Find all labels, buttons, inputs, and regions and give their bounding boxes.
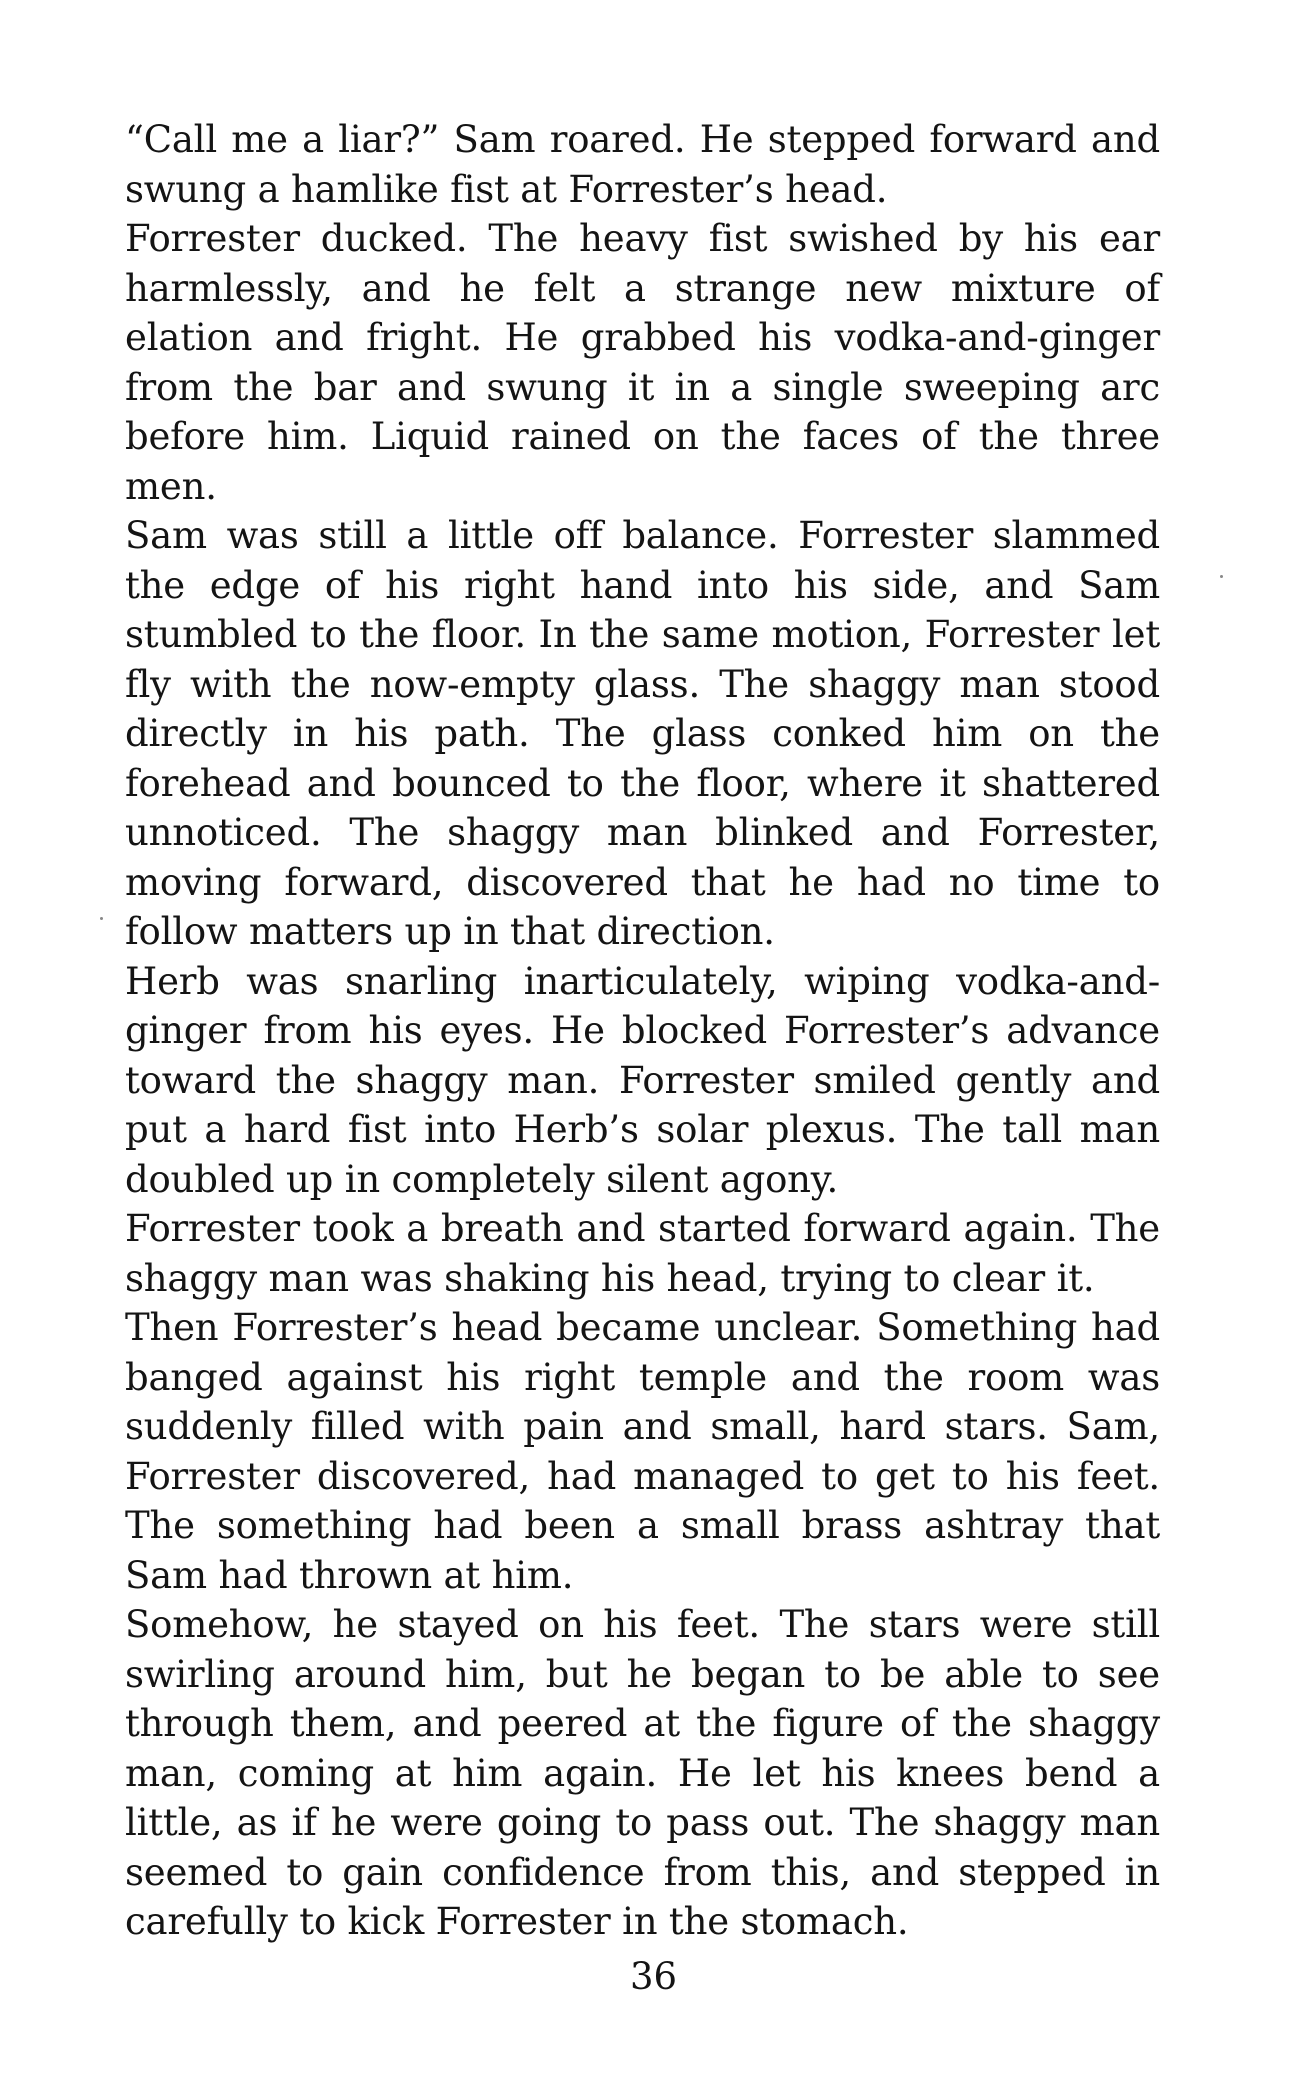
- scan-speck: [100, 917, 103, 920]
- paragraph-5: Forrester took a breath and started forward again. The shaggy man was shaking his head, trying to clear it.: [125, 1207, 1160, 1300]
- scan-speck: [1220, 575, 1223, 578]
- paragraph-6: Then Forrester’s head became unclear. Something had banged against his right temple and the room was suddenly filled with pain and small, hard stars. Sam, Forrester discovered, had managed to get to his feet. The something had been a small brass ashtray that Sam had thrown at him.: [125, 1306, 1160, 1597]
- paragraph-4: Herb was snarling inarticulately, wiping vodka-and-ginger from his eyes. He blocked Forrester’s advance toward the shaggy man. Forrester smiled gently and put a hard fist into Herb’s solar plexus. The tall man doubled up in completely silent agony.: [125, 959, 1160, 1201]
- paragraph-1: “Call me a liar?” Sam roared. He stepped forward and swung a hamlike fist at Forrester’s head.: [125, 118, 1160, 211]
- paragraph-7: Somehow, he stayed on his feet. The stars were still swirling around him, but he began to be able to see through them, and peered at the figure of the shaggy man, coming at him again. He let his knees bend a little, as if he were going to pass out. The shaggy man seemed to gain confidence from this, and stepped in carefully to kick Forrester in the stomach.: [125, 1603, 1160, 1943]
- paragraph-3: Sam was still a little off balance. Forrester slammed the edge of his right hand into his side, and Sam stumbled to the floor. In the same motion, Forrester let fly with the now-empty glass. The shaggy man stood directly in his path. The glass conked him on the forehead and bounced to the floor, where it shattered unnoticed. The shaggy man blinked and Forrester, moving forward, discovered that he had no time to follow matters up in that direction.: [125, 514, 1160, 953]
- paragraph-2: Forrester ducked. The heavy fist swished by his ear harmlessly, and he felt a strange new mixture of elation and fright. He grabbed his vodka-and-ginger from the bar and swung it in a single sweeping arc before him. Liquid rained on the faces of the three men.: [125, 217, 1160, 508]
- page-number: 36: [629, 1955, 678, 1998]
- body-text: [125, 115, 1160, 1947]
